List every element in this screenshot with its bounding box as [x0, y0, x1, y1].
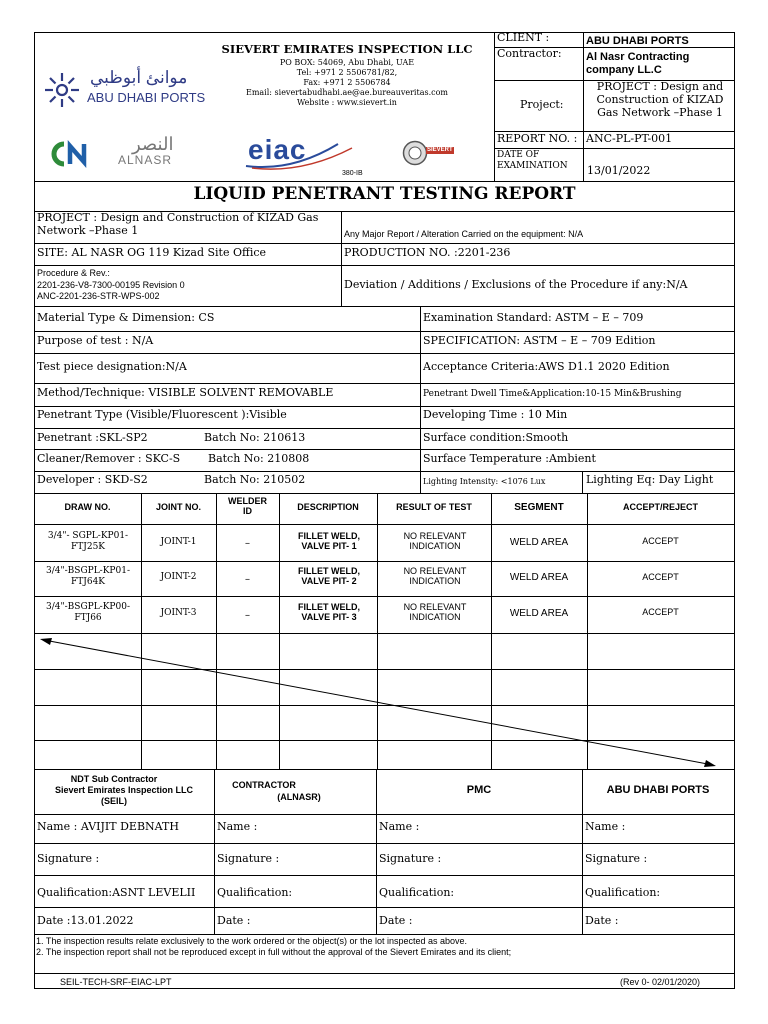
info-procedure-label: Procedure & Rev.:: [37, 268, 110, 278]
signature-ndt: Signature :: [37, 852, 100, 865]
info-procedure-2: ANC-2201-236-STR-WPS-002: [37, 291, 160, 301]
name-pmc: Name :: [379, 820, 420, 833]
report-title: LIQUID PENETRANT TESTING REPORT: [193, 184, 576, 204]
info-developer-batch: Batch No: 210502: [204, 473, 306, 486]
info-deviation: Deviation / Additions / Exclusions of the Procedure if any:N/A: [344, 278, 688, 291]
cell-draw-no: 3/4"-BSGPL-KP01-FTJ64K: [46, 566, 130, 587]
company-website: Website : www.sievert.in: [297, 98, 397, 107]
col-header-segment: SEGMENT: [514, 502, 564, 513]
alnasr-mark-icon: [46, 140, 92, 168]
form-number: SEIL-TECH-SRF-EIAC-LPT: [60, 977, 172, 987]
cell-result: NO RELEVANT INDICATION: [403, 531, 467, 552]
revision: (Rev 0- 02/01/2020): [620, 977, 701, 987]
info-cleaner: Cleaner/Remover : SKC-S: [37, 452, 181, 465]
date-pmc: Date :: [379, 914, 413, 927]
info-surface-condition: Surface condition:Smooth: [423, 431, 569, 444]
contractor-value: Al Nasr Contracting company LL.C: [586, 51, 690, 77]
abu-dhabi-ports-logo: [42, 66, 206, 116]
col-header-result: RESULT OF TEST: [396, 502, 472, 512]
col-header-description: DESCRIPTION: [297, 502, 359, 512]
eiac-ref: 380-IB: [342, 170, 363, 177]
date-contractor: Date :: [217, 914, 251, 927]
company-address: PO BOX: 54069, Abu Dhabi, UAE: [279, 58, 415, 67]
adp-heading: ABU DHABI PORTS: [606, 784, 710, 796]
date-ndt: Date :13.01.2022: [37, 914, 134, 927]
info-penetrant-batch: Batch No: 210613: [204, 431, 306, 444]
info-developer: Developer : SKD-S2: [37, 473, 148, 486]
cell-accept: ACCEPT: [642, 536, 679, 546]
info-penetrant: Penetrant :SKL-SP2: [37, 431, 148, 444]
name-ndt: Name : AVIJIT DEBNATH: [37, 820, 179, 833]
info-test-piece: Test piece designation:N/A: [37, 360, 187, 373]
date-adp: Date :: [585, 914, 619, 927]
cell-result: NO RELEVANT INDICATION: [403, 566, 467, 587]
note-1: 1. The inspection results relate exclusively to the work ordered or the object(s) or the lot inspected as above.: [36, 936, 468, 946]
sievert-seal-text: SIEVERT: [427, 147, 453, 153]
info-acceptance: Acceptance Criteria:AWS D1.1 2020 Edition: [423, 360, 670, 373]
col-header-accept-reject: ACCEPT/REJECT: [622, 502, 698, 512]
report-no-value: ANC-PL-PT-001: [586, 132, 673, 145]
cell-accept: ACCEPT: [642, 607, 679, 617]
contractor-heading-2: (ALNASR): [277, 792, 321, 802]
company-tel: Tel: +971 2 5506781/82,: [296, 68, 398, 77]
cell-description: FILLET WELD, VALVE PIT- 3: [298, 602, 360, 623]
cell-description: FILLET WELD, VALVE PIT- 1: [298, 531, 360, 552]
company-email: Email: sievertabudhabi.ae@ae.bureauveritas.com: [245, 88, 448, 97]
pmc-heading: PMC: [466, 784, 492, 796]
info-developing-time: Developing Time : 10 Min: [423, 408, 568, 421]
company-fax: Fax: +971 2 5506784: [303, 78, 391, 87]
cell-welder-id: –: [245, 610, 250, 621]
info-project: PROJECT : Design and Construction of KIZAD Gas Network –Phase 1: [37, 211, 319, 237]
cell-segment: WELD AREA: [509, 537, 569, 548]
cell-segment: WELD AREA: [509, 572, 569, 583]
info-cleaner-batch: Batch No: 210808: [208, 452, 310, 465]
project-value: PROJECT : Design and Construction of KIZAD Gas Network –Phase 1: [596, 80, 724, 119]
adp-arabic-name: موانئ أبوظبي: [90, 68, 188, 87]
info-exam-standard: Examination Standard: ASTM – E – 709: [423, 311, 644, 324]
cell-accept: ACCEPT: [642, 572, 679, 582]
eiac-text: eiac: [248, 134, 307, 165]
company-name: SIEVERT EMIRATES INSPECTION LLC: [221, 42, 473, 56]
sievert-seal-icon: [402, 140, 428, 166]
ndt-heading-2: Sievert Emirates Inspection LLC: [54, 785, 194, 795]
cell-segment: WELD AREA: [509, 608, 569, 619]
cell-result: NO RELEVANT INDICATION: [403, 602, 467, 623]
name-contractor: Name :: [217, 820, 258, 833]
info-penetrant-type: Penetrant Type (Visible/Fluorescent ):Visible: [37, 408, 287, 421]
adp-star-icon: [42, 70, 82, 110]
col-header-draw-no: DRAW NO.: [64, 502, 111, 512]
info-material: Material Type & Dimension: CS: [37, 311, 215, 324]
name-adp: Name :: [585, 820, 626, 833]
info-method: Method/Technique: VISIBLE SOLVENT REMOVABLE: [37, 386, 334, 399]
info-production-no: PRODUCTION NO. :2201-236: [344, 246, 511, 259]
info-site: SITE: AL NASR OG 119 Kizad Site Office: [37, 246, 267, 259]
qualification-pmc: Qualification:: [379, 886, 455, 899]
date-value: 13/01/2022: [587, 164, 651, 177]
cell-welder-id: –: [245, 574, 250, 585]
cell-joint-no: JOINT-3: [160, 608, 197, 618]
contractor-label: Contractor:: [497, 47, 562, 60]
cell-draw-no: 3/4"- SGPL-KP01-FTJ25K: [47, 531, 129, 552]
qualification-ndt: Qualification:ASNT LEVELII: [37, 886, 196, 899]
qualification-adp: Qualification:: [585, 886, 661, 899]
info-specification: SPECIFICATION: ASTM – E – 709 Edition: [423, 334, 656, 347]
info-purpose: Purpose of test : N/A: [37, 334, 154, 347]
cell-draw-no: 3/4"-BSGPL-KP00-FTJ66: [46, 602, 130, 623]
alnasr-arabic-name: النصر: [132, 134, 174, 154]
col-header-welder-id: WELDER ID: [228, 496, 267, 517]
note-2: 2. The inspection report shall not be reproduced except in full without the approval of the Sievert Emirates and its client;: [36, 947, 512, 957]
date-label: DATE OF EXAMINATION: [497, 150, 568, 171]
signature-pmc: Signature :: [379, 852, 442, 865]
alnasr-name: ALNASR: [118, 153, 173, 167]
col-header-joint-no: JOINT NO.: [155, 502, 201, 512]
signature-contractor: Signature :: [217, 852, 280, 865]
sievert-seal: [402, 140, 452, 170]
contractor-heading-1: CONTRACTOR: [232, 780, 296, 790]
signature-adp: Signature :: [585, 852, 648, 865]
info-major-report: Any Major Report / Alteration Carried on the equipment: N/A: [344, 229, 584, 239]
ndt-heading-1: NDT Sub Contractor: [70, 774, 158, 784]
cell-welder-id: –: [245, 538, 250, 549]
info-procedure-1: 2201-236-V8-7300-00195 Revision 0: [37, 280, 185, 290]
client-value: ABU DHABI PORTS: [586, 35, 689, 47]
cell-joint-no: JOINT-2: [160, 572, 197, 582]
qualification-contractor: Qualification:: [217, 886, 293, 899]
project-label: Project:: [520, 98, 564, 111]
info-lighting-intensity: Lighting Intensity: <1076 Lux: [423, 477, 546, 486]
cell-joint-no: JOINT-1: [160, 537, 197, 547]
report-no-label: REPORT NO. :: [497, 132, 578, 145]
info-surface-temp: Surface Temperature :Ambient: [423, 452, 596, 465]
eiac-logo: [242, 134, 402, 182]
ndt-heading-3: (SEIL): [101, 796, 127, 806]
alnasr-logo: [46, 134, 206, 170]
adp-name: ABU DHABI PORTS: [87, 90, 206, 105]
client-label: CLIENT :: [497, 31, 550, 44]
info-lighting-eq: Lighting Eq: Day Light: [586, 473, 714, 486]
cell-description: FILLET WELD, VALVE PIT- 2: [298, 566, 360, 587]
info-dwell: Penetrant Dwell Time&Application:10-15 Min&Brushing: [423, 389, 682, 399]
